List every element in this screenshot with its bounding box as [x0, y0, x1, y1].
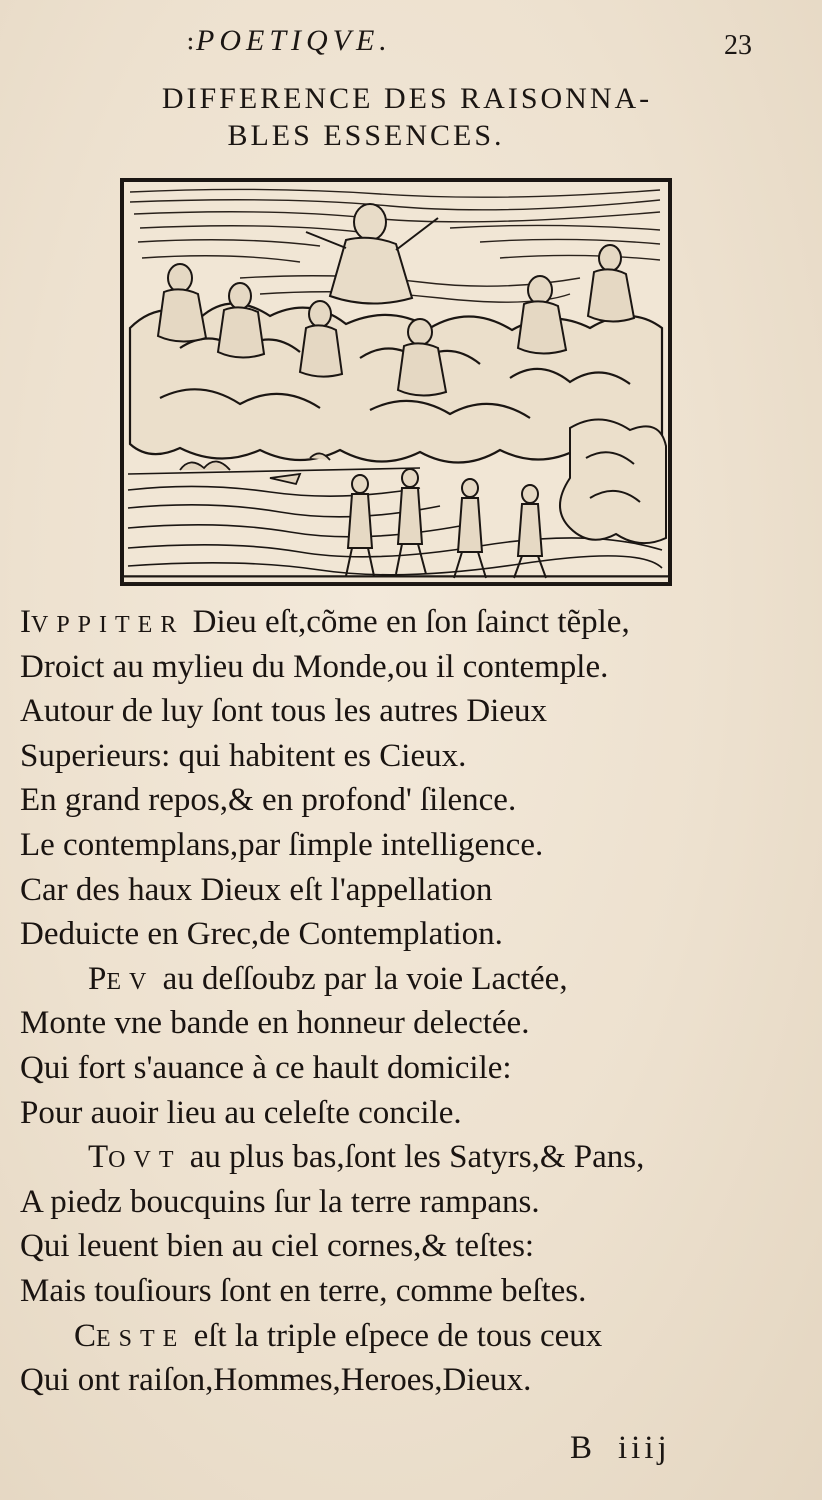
- verse-small-caps: EV: [106, 968, 155, 995]
- section-title: [0, 80, 822, 154]
- verse-initial: P: [88, 960, 107, 997]
- verse-line: [20, 823, 810, 868]
- verse-line-text: Droict au mylieu du Monde,ou il contemple.: [20, 648, 609, 685]
- verse-line-text: Mais touſiours ſont en terre, comme beſtes.: [20, 1272, 587, 1309]
- verse-line-text: eſt la triple eſpece de tous ceux: [185, 1317, 603, 1354]
- verse-line: [20, 957, 810, 1002]
- verse-line: [20, 1135, 810, 1180]
- verse-line-text: Deduicte en Grec,de Contemplation.: [20, 916, 503, 953]
- verse-line: [20, 600, 810, 645]
- signature-letter: B: [570, 1430, 597, 1466]
- verse-line-text: Dieu eſt,cõme en ſon ſainct tẽple,: [184, 604, 630, 640]
- verse-line-text: En grand repos,& en profond' ſilence.: [20, 782, 517, 819]
- verse-line: [20, 1358, 810, 1403]
- verse-line-text: Car des haux Dieux eſt l'appellation: [20, 871, 493, 908]
- woodcut-illustration-icon: [120, 178, 672, 590]
- running-head-mark: :: [186, 26, 195, 56]
- verse-line-text: Autour de luy ſont tous les autres Dieux: [20, 693, 548, 730]
- verse-line: [20, 1091, 810, 1136]
- verse-line: [20, 645, 810, 690]
- verse-line-text: Superieurs: qui habitent es Cieux.: [20, 737, 467, 774]
- verse-line-text: A piedz boucquins ſur la terre rampans.: [20, 1183, 540, 1220]
- verse-small-caps: ESTE: [96, 1325, 186, 1352]
- section-title-line-1: DIFFERENCE DES RAISONNA-: [161, 82, 653, 115]
- verse-line: [20, 1314, 810, 1359]
- verse-line: [20, 1001, 810, 1046]
- verse-line: [20, 1269, 810, 1314]
- verse-line: [20, 1224, 810, 1269]
- verse-line-text: Monte vne bande en honneur delectée.: [20, 1005, 530, 1042]
- verse-line-text: Pour auoir lieu au celeſte concile.: [20, 1094, 462, 1131]
- verse-line: [20, 1180, 810, 1225]
- verse-line: [20, 734, 810, 779]
- section-title-line-2: BLES ESSENCES.: [227, 119, 505, 152]
- signature-number: iiij: [618, 1430, 671, 1466]
- verse-line: [20, 778, 810, 823]
- verse-initial: C: [74, 1317, 97, 1354]
- verse-line-text: au plus bas,ſont les Satyrs,& Pans,: [181, 1139, 645, 1176]
- verse-line-text: Qui fort s'auance à ce hault domicile:: [20, 1049, 512, 1086]
- verse-small-caps: VPPITER: [31, 612, 185, 638]
- verse-initial: I: [20, 604, 31, 640]
- verse-line-text: Le contemplans,par ſimple intelligence.: [20, 826, 544, 863]
- verse-line-text: au deſſoubz par la voie Lactée,: [154, 960, 568, 997]
- verse-text: [20, 600, 810, 1403]
- verse-line-text: Qui leuent bien au ciel cornes,& teſtes:: [20, 1228, 535, 1265]
- verse-line: [20, 1046, 810, 1091]
- verse-line: [20, 868, 810, 913]
- verse-line: [20, 912, 810, 957]
- running-head-title: POETIQVE.: [196, 24, 392, 57]
- signature-mark: [570, 1430, 671, 1467]
- verse-line: [20, 689, 810, 734]
- verse-small-caps: OVT: [108, 1147, 182, 1174]
- page-number: 23: [724, 30, 752, 61]
- verse-initial: T: [88, 1139, 109, 1176]
- verse-line-text: Qui ont raiſon,Hommes,Heroes,Dieux.: [20, 1362, 532, 1399]
